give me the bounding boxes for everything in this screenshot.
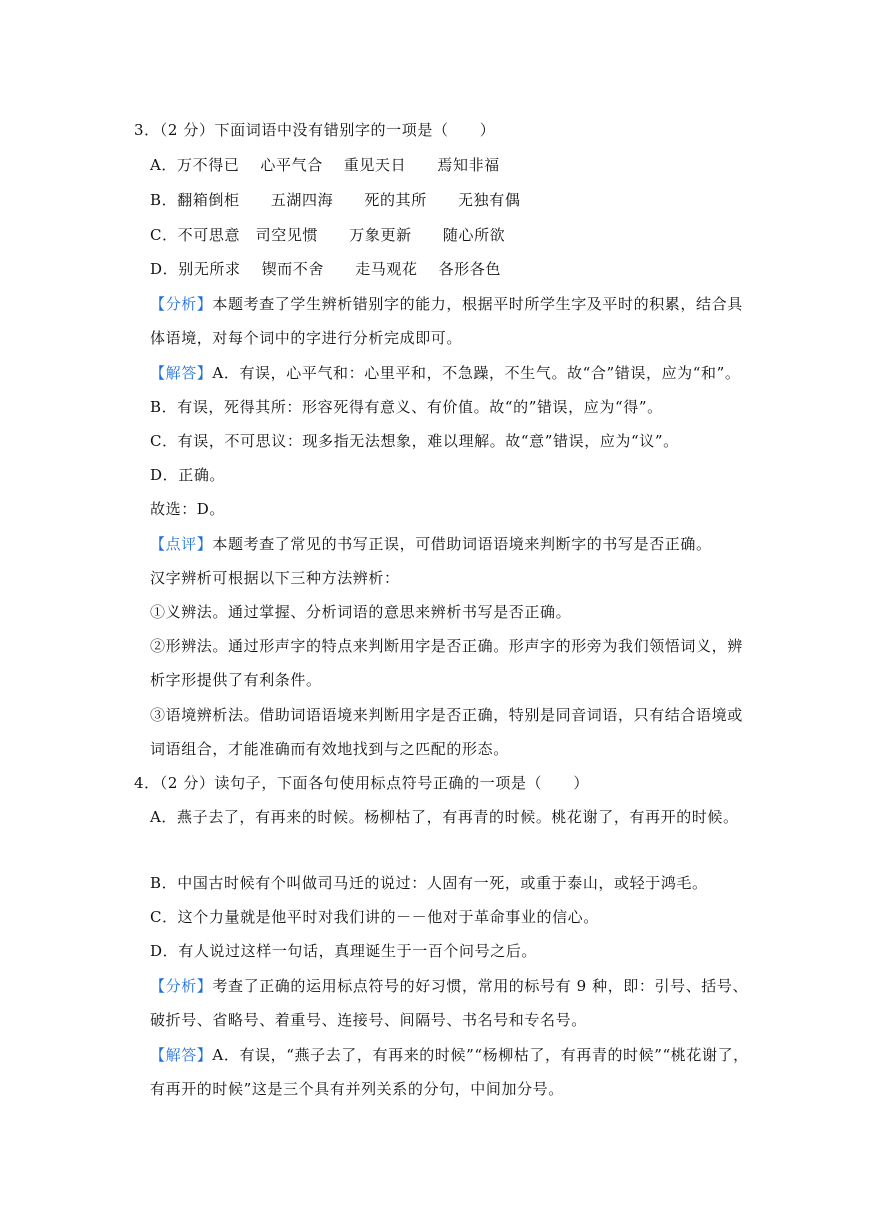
comment-tag: 【点评】 [150,535,213,553]
analysis-tag: 【分析】 [150,295,213,313]
q4-option-c: C．这个力量就是他平时对我们讲的－－他对于革命事业的信心。 [150,908,599,926]
comment-text: 本题考查了常见的书写正误，可借助词语语境来判断字的书写是否正确。 [212,535,712,553]
q4-analysis-line-2: 破折号、省略号、着重号、连接号、间隔号、书名号和专名号。 [150,1011,587,1029]
q3-comment-line-6: ③语境辨析法。借助词语语境来判断用字是否正确，特别是同音词语，只有结合语境或 [150,706,743,724]
answer-tag: 【解答】 [150,364,213,382]
analysis-text: 考查了正确的运用标点符号的好习惯，常用的标号有 9 种，即：引号、括号、 [212,977,749,995]
q3-answer-line-2: B．有误，死得其所：形容死得有意义、有价值。故“的”错误，应为“得”。 [150,398,663,416]
analysis-text: 本题考查了学生辨析错别字的能力，根据平时所学生字及平时的积累，结合具 [212,295,743,313]
q4-option-a: A．燕子去了，有再来的时候。杨柳枯了，有再青的时候。桃花谢了，有再开的时候。 [150,808,739,826]
answer-text: A．有误，心平气和：心里平和，不急躁，不生气。故“合”错误，应为“和”。 [212,364,741,382]
q3-comment-line-5: 析字形提供了有利条件。 [150,671,322,689]
q3-answer-line-1 [150,363,741,383]
q3-answer-line-5: 故选：D。 [150,500,226,518]
q3-comment-line-4: ②形辨法。通过形声字的特点来判断用字是否正确。形声字的形旁为我们领悟词义，辨 [150,637,743,655]
q3-comment-line-2: 汉字辨析可根据以下三种方法辨析： [150,569,400,587]
q4-option-b: B．中国古时候有个叫做司马迁的说过：人固有一死，或重于泰山，或轻于鸿毛。 [150,874,708,892]
q3-analysis-line-1 [150,294,743,314]
q3-option-c: C．不可思意 司空见惯 万象更新 随心所欲 [150,226,506,244]
question-3-stem: 3．（2 分）下面词语中没有错别字的一项是（ ） [134,121,496,139]
q3-comment-line-3: ①义辨法。通过掌握、分析词语的意思来辨析书写是否正确。 [150,603,572,621]
q3-option-a: A．万不得已 心平气合 重见天日 焉知非福 [150,156,500,174]
question-4-stem: 4．（2 分）读句子，下面各句使用标点符号正确的一项是（ ） [134,774,589,792]
q4-answer-line-1 [150,1045,749,1065]
q3-answer-line-3: C．有误，不可思议：现多指无法想象，难以理解。故“意”错误，应为“议”。 [150,432,679,450]
q4-analysis-line-1 [150,976,748,996]
q3-answer-line-4: D．正确。 [150,466,226,484]
q4-answer-line-2: 有再开的时候”这是三个具有并列关系的分句，中间加分号。 [150,1080,564,1098]
q3-comment-line-1 [150,534,712,554]
q3-analysis-line-2: 体语境，对每个词中的字进行分析完成即可。 [150,329,463,347]
q3-comment-line-7: 词语组合，才能准确而有效地找到与之匹配的形态。 [150,740,509,758]
q3-option-b: B．翻箱倒柜 五湖四海 死的其所 无独有偶 [150,191,521,209]
q3-option-d: D．别无所求 锲而不舍 走马观花 各形各色 [150,260,501,278]
q4-option-d: D．有人说过这样一句话，真理诞生于一百个问号之后。 [150,942,538,960]
analysis-tag: 【分析】 [150,977,213,995]
answer-tag: 【解答】 [150,1046,213,1064]
answer-text: A．有误，“燕子去了，有再来的时候”“杨柳枯了，有再青的时候”“桃花谢了， [212,1046,749,1064]
